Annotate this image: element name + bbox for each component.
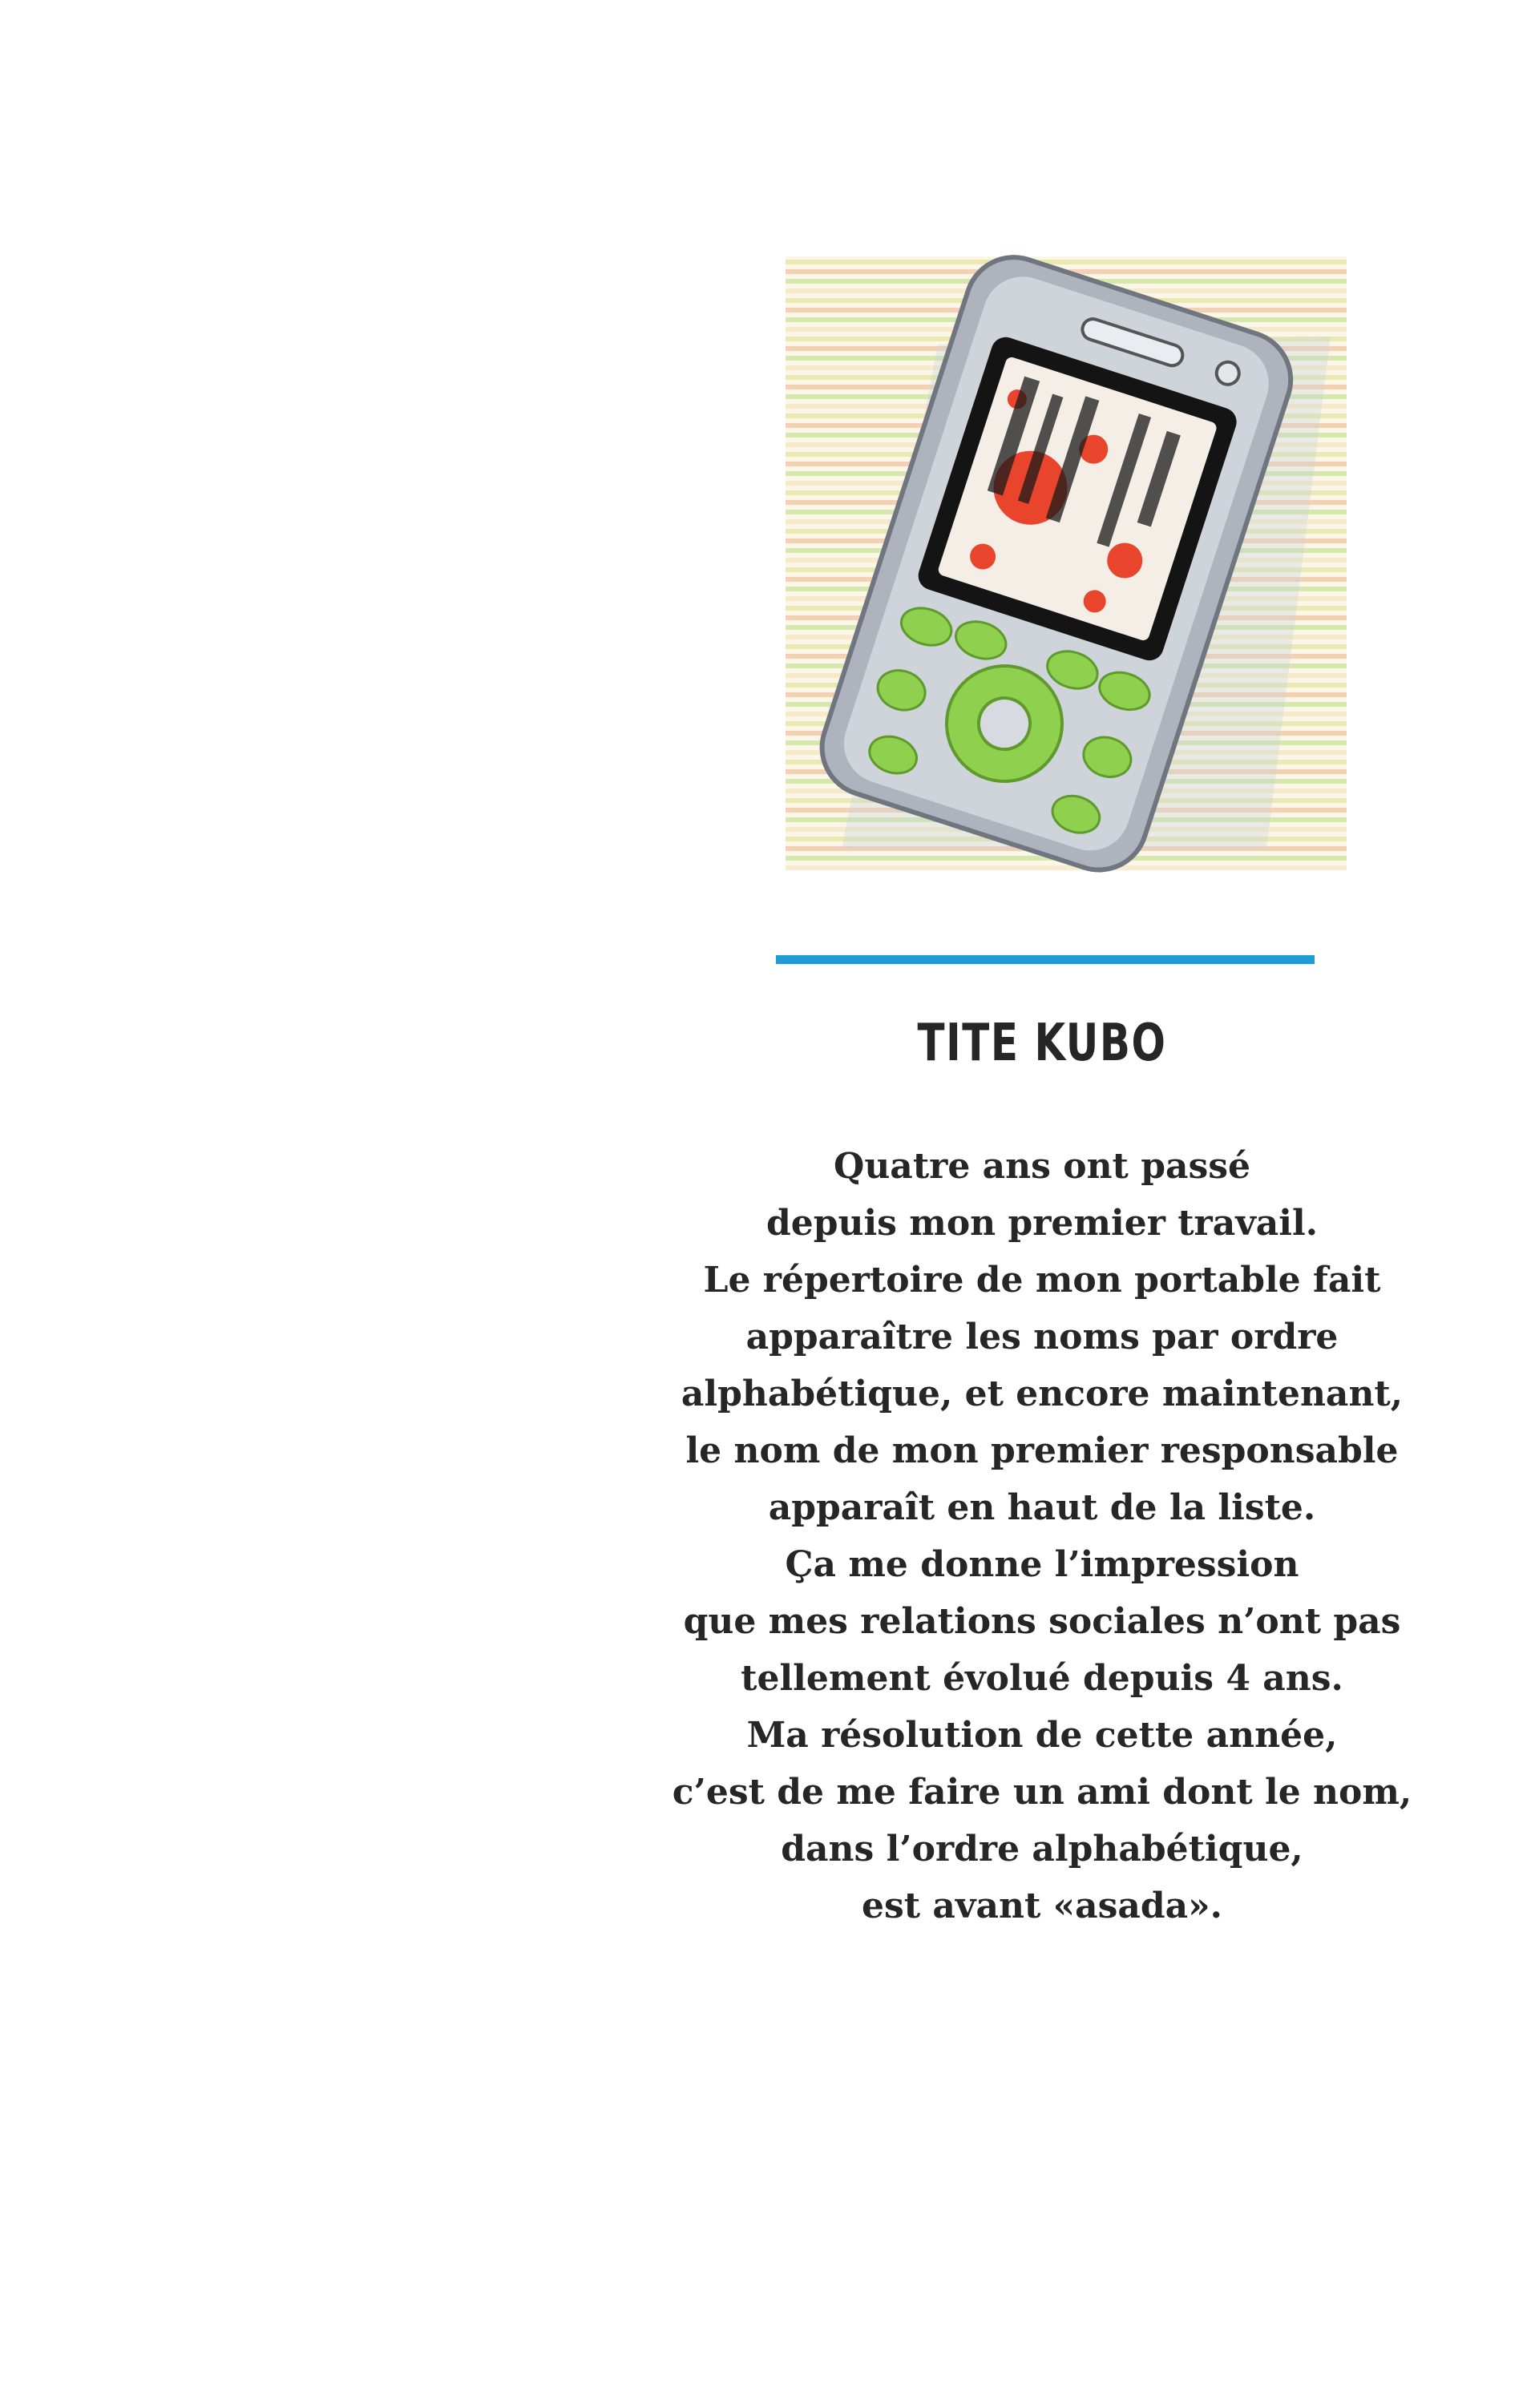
poem-line: que mes relations sociales n’ont pas	[683, 1601, 1401, 1642]
poem-line: c’est de me faire un ami dont le nom,	[672, 1772, 1412, 1813]
poem-line: Ça me donne l’impression	[785, 1544, 1299, 1585]
poem-line: Quatre ans ont passé	[833, 1146, 1251, 1187]
poem-line: le nom de mon premier responsable	[685, 1430, 1399, 1471]
poem-line: alphabétique, et encore maintenant,	[681, 1373, 1404, 1414]
poem-line: depuis mon premier travail.	[765, 1203, 1319, 1244]
poem-line: tellement évolué depuis 4 ans.	[741, 1658, 1343, 1699]
author-name: TITE KUBO	[917, 1014, 1167, 1073]
stripe	[786, 260, 1347, 264]
poem-line: Ma résolution de cette année,	[746, 1715, 1338, 1756]
poem-line: est avant «asada».	[861, 1886, 1222, 1926]
mobile-phone-illustration	[770, 240, 1371, 881]
poem-line: dans l’ordre alphabétique,	[781, 1829, 1303, 1870]
poem-text	[625, 1138, 1459, 1934]
poem-line: Le répertoire de mon portable fait	[703, 1260, 1381, 1301]
poem-line: apparaître les noms par ordre	[745, 1317, 1339, 1357]
poem-line: apparaît en haut de la liste.	[768, 1487, 1316, 1528]
stripe	[786, 865, 1347, 870]
blue-divider	[776, 955, 1315, 964]
